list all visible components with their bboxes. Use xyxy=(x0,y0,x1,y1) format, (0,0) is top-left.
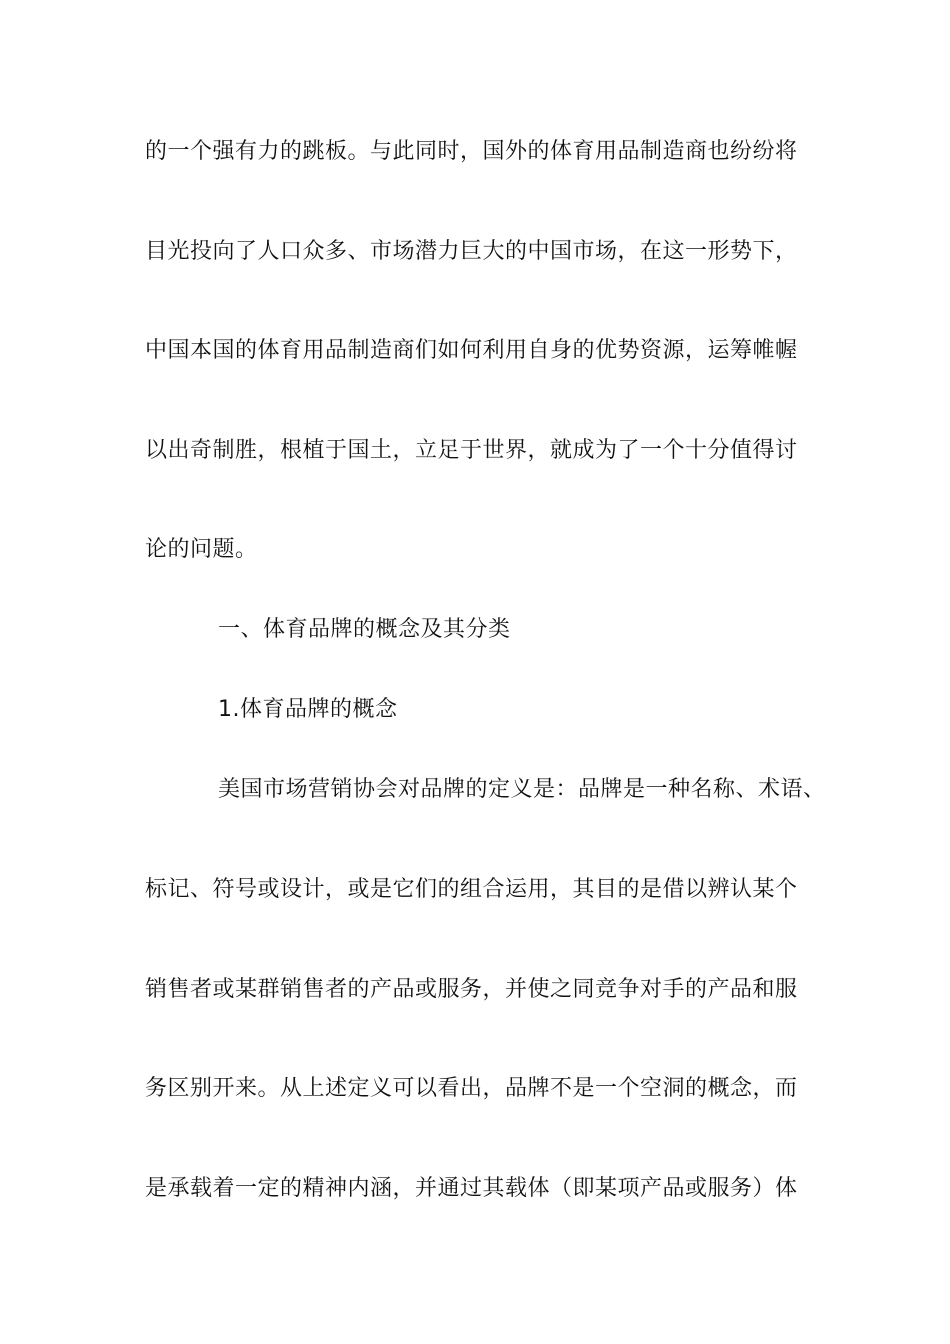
paragraph-2-line-5: 是承载着一定的精神内涵，并通过其载体（即某项产品或服务）体 xyxy=(145,1176,798,1201)
paragraph-1-line-3: 中国本国的体育用品制造商们如何利用自身的优势资源，运筹帷幄 xyxy=(145,338,798,363)
paragraph-1-line-1: 的一个强有力的跳板。与此同时，国外的体育用品制造商也纷纷将 xyxy=(145,139,798,164)
paragraph-1-line-5: 论的问题。 xyxy=(145,537,258,562)
paragraph-1-line-4: 以出奇制胜，根植于国土，立足于世界，就成为了一个十分值得讨 xyxy=(145,438,798,463)
subsection-heading: 1.体育品牌的概念 xyxy=(218,697,398,722)
paragraph-2-line-2: 标记、符号或设计，或是它们的组合运用，其目的是借以辨认某个 xyxy=(145,877,798,902)
paragraph-2-line-1: 美国市场营销协会对品牌的定义是：品牌是一种名称、术语、 xyxy=(218,777,826,802)
section-heading: 一、体育品牌的概念及其分类 xyxy=(218,617,511,642)
paragraph-2-line-4: 务区别开来。从上述定义可以看出，品牌不是一个空洞的概念，而 xyxy=(145,1076,798,1101)
paragraph-1-line-2: 目光投向了人口众多、市场潜力巨大的中国市场，在这一形势下， xyxy=(145,239,798,264)
paragraph-2-line-3: 销售者或某群销售者的产品或服务，并使之同竞争对手的产品和服 xyxy=(145,977,798,1002)
